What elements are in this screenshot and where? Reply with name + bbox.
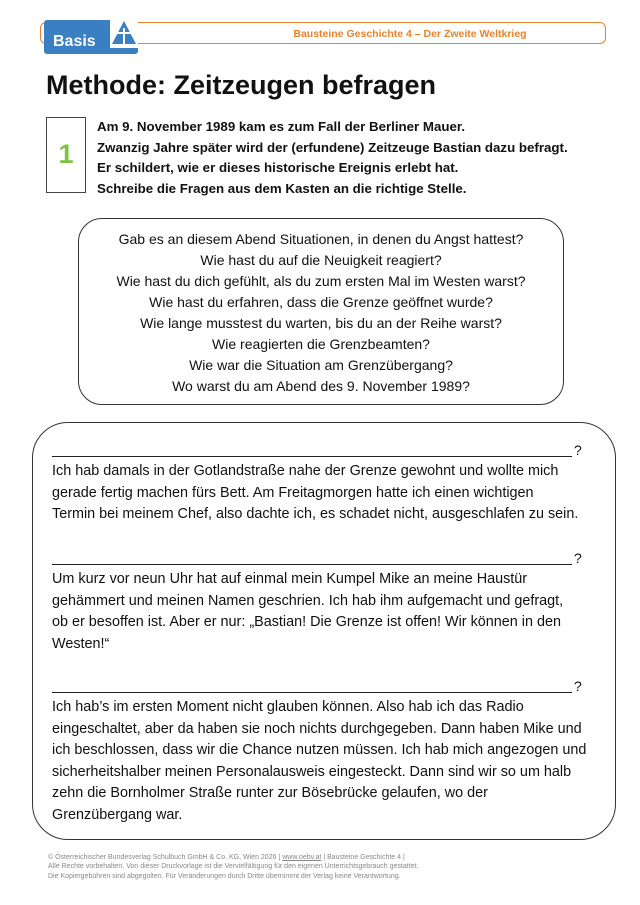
instruction-line: Schreibe die Fragen aus dem Kasten an die richtige Stelle. bbox=[97, 180, 467, 196]
question-mark: ? bbox=[574, 550, 582, 566]
footer-line bbox=[48, 853, 418, 862]
task-instructions bbox=[97, 117, 617, 199]
question-item: Wie hast du dich gefühlt, als du zum ersten Mal im Westen warst? bbox=[116, 273, 526, 289]
answer-paragraph bbox=[52, 569, 592, 655]
footer-line: Die Kopiergebühren sind abgegolten. Für Veränderungen durch Dritte übernimmt der Verlag keine Verantwortung. bbox=[48, 872, 401, 880]
question-item: Gab es an diesem Abend Situationen, in denen du Angst hattest? bbox=[118, 231, 524, 247]
task-number: 1 bbox=[58, 139, 74, 169]
page-title: Methode: Zeitzeugen befragen bbox=[46, 70, 437, 100]
answer-line: sicherheitshalber meinen Personalausweis eingesteckt. Dann sind wir so um halb bbox=[52, 763, 572, 780]
answer-line: ich beschlossen, dass wir die Chance nutzen müssen. Ich hab mich angezogen und bbox=[52, 742, 587, 758]
answer-line: gerade fertig machen fürs Bett. Am Freitagmorgen hatte ich einen wichtigen bbox=[52, 484, 534, 501]
answer-line: gehämmert und meinen Namen geschrien. Ich hab ihm aufgemacht und gefragt, bbox=[52, 592, 564, 609]
question-item: Wie lange musstest du warten, bis du an der Reihe warst? bbox=[140, 315, 502, 331]
answer-line: Termin bei meinem Chef, also dachte ich, es schadet nicht, ausgeschlafen zu sein. bbox=[52, 506, 579, 522]
question-list bbox=[78, 229, 564, 397]
answer-line: eingeschaltet, aber da haben sie noch nichts durchgegeben. Dann haben Mike und bbox=[52, 720, 582, 737]
instruction-line: Zwanzig Jahre später wird der (erfundene) Zeitzeuge Bastian dazu befragt. bbox=[97, 139, 568, 155]
question-item: Wo warst du am Abend des 9. November 1989? bbox=[172, 378, 470, 394]
basis-logo bbox=[44, 18, 138, 54]
publisher-link[interactable]: www.oebv.at bbox=[282, 854, 322, 861]
answer-line: Westen!“ bbox=[52, 635, 110, 652]
footer-series: | Bausteine Geschichte 4 | bbox=[321, 854, 405, 861]
question-item: Wie reagierten die Grenzbeamten? bbox=[212, 336, 430, 352]
footer bbox=[48, 853, 418, 881]
question-item: Wie hast du auf die Neuigkeit reagiert? bbox=[200, 252, 442, 268]
logo-text: Basis bbox=[53, 33, 96, 50]
footer-copyright: © Österreichischer Bundesverlag Schulbuch GmbH & Co. KG, Wien 2026 | bbox=[48, 854, 283, 861]
answer-line: Ich hab damals in der Gotlandstraße nahe der Grenze gewohnt und wollte mich bbox=[52, 463, 559, 479]
answer-paragraph bbox=[52, 697, 592, 826]
question-item: Wie war die Situation am Grenzübergang? bbox=[189, 357, 453, 373]
instruction-line: Er schildert, wie er dieses historische Ereignis erlebt hat. bbox=[97, 160, 459, 175]
instruction-line: Am 9. November 1989 kam es zum Fall der Berliner Mauer. bbox=[97, 119, 466, 134]
answer-line: zehn die Bornholmer Straße runter zur Bösebrücke gelaufen, wo der bbox=[52, 785, 488, 801]
question-write-line[interactable] bbox=[52, 692, 572, 693]
answer-line: Grenzübergang war. bbox=[52, 806, 183, 823]
answer-line: Ich hab’s im ersten Moment nicht glauben können. Also hab ich das Radio bbox=[52, 699, 524, 715]
footer-line: Alle Rechte vorbehalten. Von dieser Druckvorlage ist die Vervielfältigung für den eigenen Unterrichtsgebrauch gestattet. bbox=[48, 863, 419, 871]
question-write-line[interactable] bbox=[52, 564, 572, 565]
question-mark: ? bbox=[574, 442, 582, 458]
question-mark: ? bbox=[574, 678, 582, 694]
question-write-line[interactable] bbox=[52, 456, 572, 457]
question-item: Wie hast du erfahren, dass die Grenze geöffnet wurde? bbox=[149, 294, 493, 310]
answer-line: ob er besoffen ist. Aber er nur: „Bastian! Die Grenze ist offen! Wir können in den bbox=[52, 614, 562, 630]
answer-paragraph bbox=[52, 461, 592, 526]
answer-line: Um kurz vor neun Uhr hat auf einmal mein Kumpel Mike an meine Haustür bbox=[52, 571, 528, 587]
header-title: Bausteine Geschichte 4 – Der Zweite Weltkrieg bbox=[293, 28, 527, 40]
